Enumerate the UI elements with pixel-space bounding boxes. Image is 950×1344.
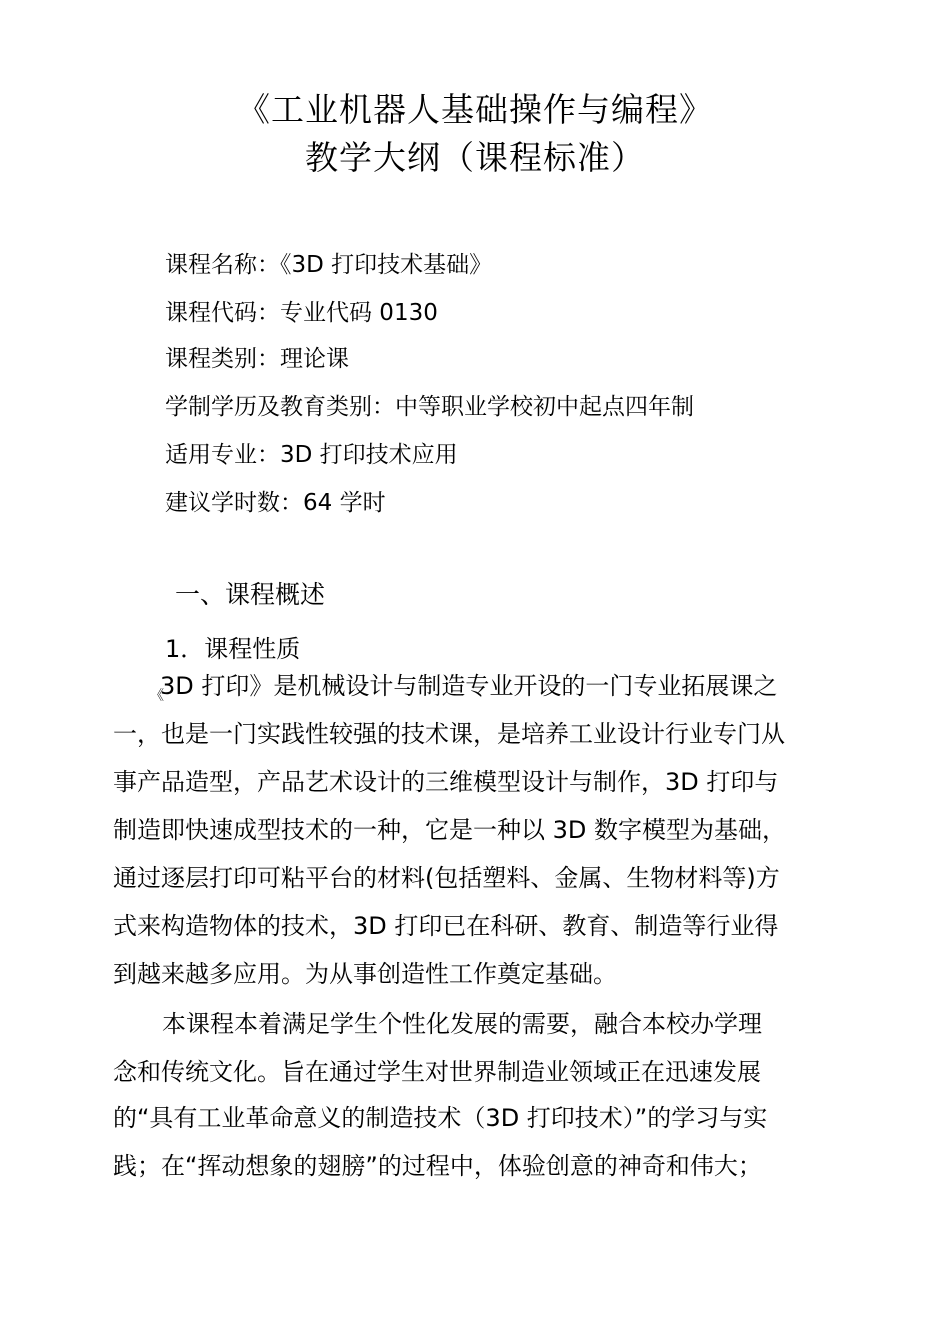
section-heading: 一、课程概述: [175, 580, 326, 609]
course-info-label: 课程类别：: [165, 346, 280, 372]
paragraph-line: 通过逐层打印可粘平台的材料(包括塑料、金属、生物材料等)方: [113, 864, 780, 892]
course-info-value: 专业代码 0130: [280, 300, 438, 326]
document-title-line1: 《工业机器人基础操作与编程》: [237, 90, 713, 129]
paragraph-line: 事产品造型，产品艺术设计的三维模型设计与制作，3D 打印与: [113, 768, 779, 796]
paragraph-line: 一，也是一门实践性较强的技术课，是培养工业设计行业专门从: [113, 720, 785, 748]
paragraph-line: 3D 打印》是机械设计与制造专业开设的一门专业拓展课之: [160, 672, 778, 700]
subsection-heading: 1．课程性质: [165, 635, 301, 663]
paragraph-line: 念和传统文化。旨在通过学生对世界制造业领域正在迅速发展: [113, 1058, 761, 1086]
course-info-label: 建议学时数：: [165, 490, 303, 516]
open-quote-mark: 《: [150, 688, 164, 704]
paragraph-line: 式来构造物体的技术，3D 打印已在科研、教育、制造等行业得: [113, 912, 779, 940]
paragraph-line: 制造即快速成型技术的一种，它是一种以 3D 数字模型为基础，: [113, 816, 787, 844]
document-title-line2: 教学大纲（课程标准）: [305, 138, 645, 177]
course-info-value: 《3D 打印技术基础》: [280, 252, 493, 278]
course-info-major: [165, 440, 458, 470]
course-info-label: 学制学历及教育类别：: [165, 394, 395, 420]
paragraph-line: 到越来越多应用。为从事创造性工作奠定基础。: [113, 960, 617, 988]
paragraph-line: 本课程本着满足学生个性化发展的需要，融合本校办学理: [162, 1010, 762, 1038]
paragraph-line: 的“具有工业革命意义的制造技术（3D 打印技术）”的学习与实: [113, 1104, 768, 1132]
course-info-label: 课程名称：: [165, 252, 280, 278]
course-info-label: 课程代码：: [165, 300, 280, 326]
course-info-value: 中等职业学校初中起点四年制: [395, 394, 694, 420]
course-info-code: [165, 298, 438, 328]
course-info-label: 适用专业：: [165, 442, 280, 468]
course-info-value: 3D 打印技术应用: [280, 442, 458, 468]
course-info-category: [165, 344, 349, 374]
paragraph-line: 践；在“挥动想象的翅膀”的过程中，体验创意的神奇和伟大；: [113, 1152, 762, 1180]
course-info-education-type: [165, 392, 694, 422]
course-info-hours: [165, 488, 386, 518]
course-info-name: [165, 250, 492, 280]
course-info-value: 理论课: [280, 346, 349, 372]
course-info-value: 64 学时: [303, 490, 386, 516]
